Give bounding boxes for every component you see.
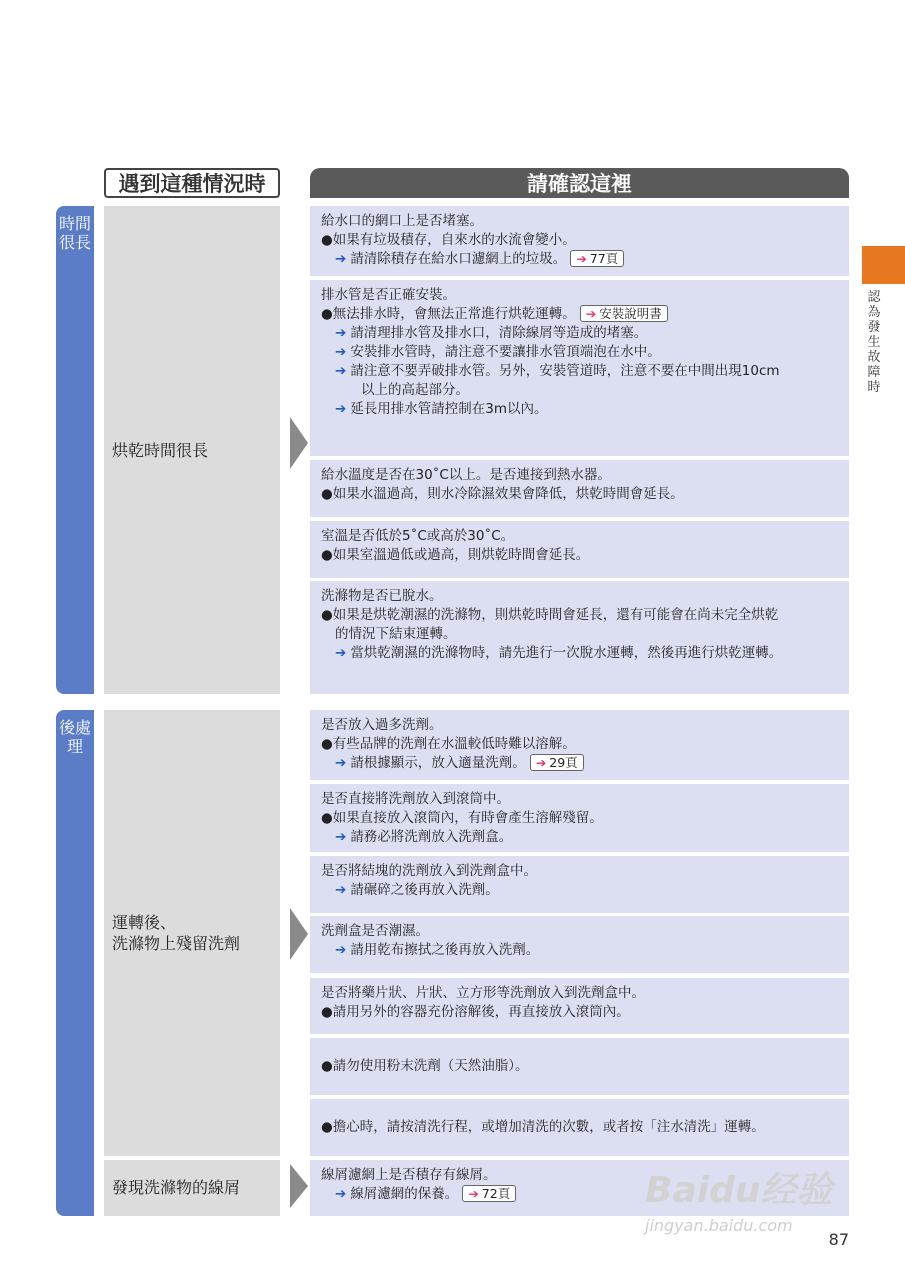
line-text: 線屑濾網的保養。	[350, 1186, 459, 1202]
pointer-arrow-icon	[290, 1164, 308, 1208]
line-text: 以上的高起部分。	[361, 382, 469, 398]
bullet-line	[321, 1003, 839, 1022]
bullet-line	[321, 1057, 839, 1076]
check-question	[321, 587, 839, 606]
line-text: 請清理排水管及排水口，清除線屑等造成的堵塞。	[350, 325, 648, 341]
header-check: 請確認這裡	[310, 168, 849, 198]
line-text: 請勿使用粉末洗劑（天然油脂）。	[332, 1058, 529, 1074]
check-question	[321, 716, 839, 735]
symptom-lint-found	[104, 1160, 280, 1216]
symptom-label: 運轉後、 洗滌物上殘留洗劑	[112, 913, 241, 953]
watermark-brand: Baidu经验	[645, 1170, 833, 1211]
check-inlet-filter	[310, 206, 849, 276]
arrow-right-icon: ➔	[335, 882, 347, 898]
line-text: 如果是烘乾潮濕的洗滌物，則烘乾時間會延長，還有可能會在尚未完全烘乾	[332, 607, 779, 623]
line-text: 洗滌物是否已脫水。	[321, 588, 443, 604]
action-line	[321, 400, 839, 419]
bullet-line	[321, 735, 839, 754]
check-water-temp	[310, 460, 849, 517]
check-detergent-drum	[310, 784, 849, 852]
chapter-label: 認為發生故障時	[867, 290, 881, 395]
pointer-arrow-icon	[290, 908, 308, 960]
line-text: 如果水溫過高，則水冷除濕效果會降低，烘乾時間會延長。	[332, 486, 684, 502]
line-text: 請碾碎之後再放入洗劑。	[350, 882, 499, 898]
check-question	[321, 984, 839, 1003]
check-powder-detergent	[310, 1038, 849, 1095]
line-text: 給水溫度是否在30˚C以上。是否連接到熱水器。	[321, 467, 611, 483]
reference-arrow-icon: ➔	[468, 1186, 479, 1201]
arrow-right-icon: ➔	[335, 942, 347, 958]
line-text: 室溫是否低於5˚C或高於30˚C。	[321, 528, 515, 544]
symptom-label: 發現洗滌物的線屑	[112, 1178, 241, 1197]
reference-label: 72頁	[481, 1186, 511, 1201]
line-text: 洗劑盒是否潮濕。	[321, 923, 429, 939]
arrow-right-icon: ➔	[335, 344, 347, 360]
reference-label: 29頁	[549, 755, 578, 770]
arrow-right-icon: ➔	[335, 645, 347, 661]
page-reference-link[interactable]	[580, 305, 668, 322]
line-text: 排水管是否正確安裝。	[321, 287, 456, 303]
reference-label: 77頁	[589, 251, 619, 266]
reference-arrow-icon: ➔	[576, 251, 587, 266]
page-reference-link[interactable]	[570, 250, 624, 267]
bullet-line	[321, 305, 839, 324]
line-text: 請注意不要弄破排水管。另外，安裝管道時，注意不要在中間出現10cm	[350, 363, 780, 379]
arrow-right-icon: ➔	[335, 829, 347, 845]
check-question	[321, 922, 839, 941]
page-reference-link[interactable]	[530, 754, 584, 771]
action-line	[321, 362, 839, 381]
line-text: 安裝排水管時，請注意不要讓排水管頂端泡在水中。	[350, 344, 661, 360]
check-detergent-box-wet	[310, 916, 849, 973]
symptom-detergent-residue	[104, 710, 280, 1156]
action-line	[321, 644, 839, 663]
bullet-line	[321, 606, 839, 625]
action-line	[321, 343, 839, 362]
line-text: 給水口的網口上是否堵塞。	[321, 213, 483, 229]
line-text: 當烘乾潮濕的洗滌物時，請先進行一次脫水運轉，然後再進行烘乾運轉。	[350, 645, 783, 661]
line-text: 請務必將洗劑放入洗劑盒。	[350, 829, 513, 845]
continuation-line	[321, 381, 839, 400]
reference-arrow-icon: ➔	[535, 755, 547, 770]
check-question	[321, 466, 839, 485]
check-detergent-clump	[310, 856, 849, 913]
arrow-right-icon: ➔	[335, 755, 347, 771]
arrow-right-icon: ➔	[335, 363, 347, 379]
reference-label: 安裝說明書	[599, 306, 662, 321]
line-text: 請根據顯示，放入適量洗劑。	[350, 755, 526, 771]
line-text: 擔心時，請按清洗行程，或增加清洗的次數，或者按「注水清洗」運轉。	[332, 1119, 765, 1135]
bullet-line	[321, 809, 839, 828]
page-number: 87	[828, 1230, 849, 1249]
watermark-url: jingyan.baidu.com	[645, 1216, 793, 1235]
line-text: 是否將結塊的洗劑放入到洗劑盒中。	[321, 863, 537, 879]
action-line	[321, 754, 839, 773]
category-band-long-time	[56, 206, 94, 694]
check-tablet-detergent	[310, 978, 849, 1034]
line-text: 是否放入過多洗劑。	[321, 717, 443, 733]
check-spun	[310, 581, 849, 694]
bullet-line	[321, 1118, 839, 1137]
check-question	[321, 212, 839, 231]
action-line	[321, 881, 839, 900]
line-text: 是否直接將洗劑放入到滾筒中。	[321, 791, 510, 807]
check-detergent-amount	[310, 710, 849, 780]
chapter-tab[interactable]	[862, 246, 905, 284]
symptom-long-drying	[104, 206, 280, 694]
reference-arrow-icon: ➔	[585, 306, 597, 321]
category-label: 時間很長	[58, 214, 91, 252]
line-text: 是否將藥片狀、片狀、立方形等洗劑放入到洗劑盒中。	[321, 985, 645, 1001]
check-question	[321, 790, 839, 809]
category-label: 後處理	[58, 718, 91, 756]
check-question	[321, 862, 839, 881]
header-situation: 遇到這種情況時	[104, 168, 280, 198]
line-text: 無法排水時，會無法正常進行烘乾運轉。	[332, 306, 576, 322]
line-text: 線屑濾網上是否積存有線屑。	[321, 1167, 497, 1183]
line-text: 請用乾布擦拭之後再放入洗劑。	[350, 942, 540, 958]
arrow-right-icon: ➔	[335, 325, 347, 341]
check-question	[321, 286, 839, 305]
symptom-label: 烘乾時間很長	[112, 441, 209, 460]
category-band-after-treatment	[56, 710, 94, 1216]
line-text: 請清除積存在給水口濾網上的垃圾。	[350, 251, 567, 267]
bullet-line	[321, 485, 839, 504]
bullet-line	[321, 546, 839, 565]
check-question	[321, 527, 839, 546]
page-reference-link[interactable]	[462, 1185, 516, 1202]
continuation-line	[321, 625, 839, 644]
arrow-right-icon: ➔	[335, 251, 347, 267]
watermark-logo	[645, 1150, 860, 1250]
arrow-right-icon: ➔	[335, 401, 347, 417]
check-room-temp	[310, 521, 849, 578]
line-text: 請用另外的容器充份溶解後，再直接放入滾筒內。	[332, 1004, 630, 1020]
pointer-arrow-icon	[290, 417, 308, 469]
check-drain-hose	[310, 280, 849, 456]
line-text: 的情況下結束運轉。	[335, 626, 457, 642]
action-line	[321, 941, 839, 960]
action-line	[321, 250, 839, 269]
line-text: 如果直接放入滾筒內，有時會產生溶解殘留。	[332, 810, 603, 826]
check-rinse-option	[310, 1099, 849, 1156]
bullet-line	[321, 231, 839, 250]
line-text: 如果室溫過低或過高，則烘乾時間會延長。	[332, 547, 590, 563]
line-text: 有些品牌的洗劑在水溫較低時難以溶解。	[332, 736, 576, 752]
action-line	[321, 828, 839, 847]
action-line	[321, 324, 839, 343]
line-text: 延長用排水管請控制在3m以內。	[350, 401, 548, 417]
arrow-right-icon: ➔	[335, 1186, 347, 1202]
line-text: 如果有垃圾積存，自來水的水流會變小。	[332, 232, 576, 248]
